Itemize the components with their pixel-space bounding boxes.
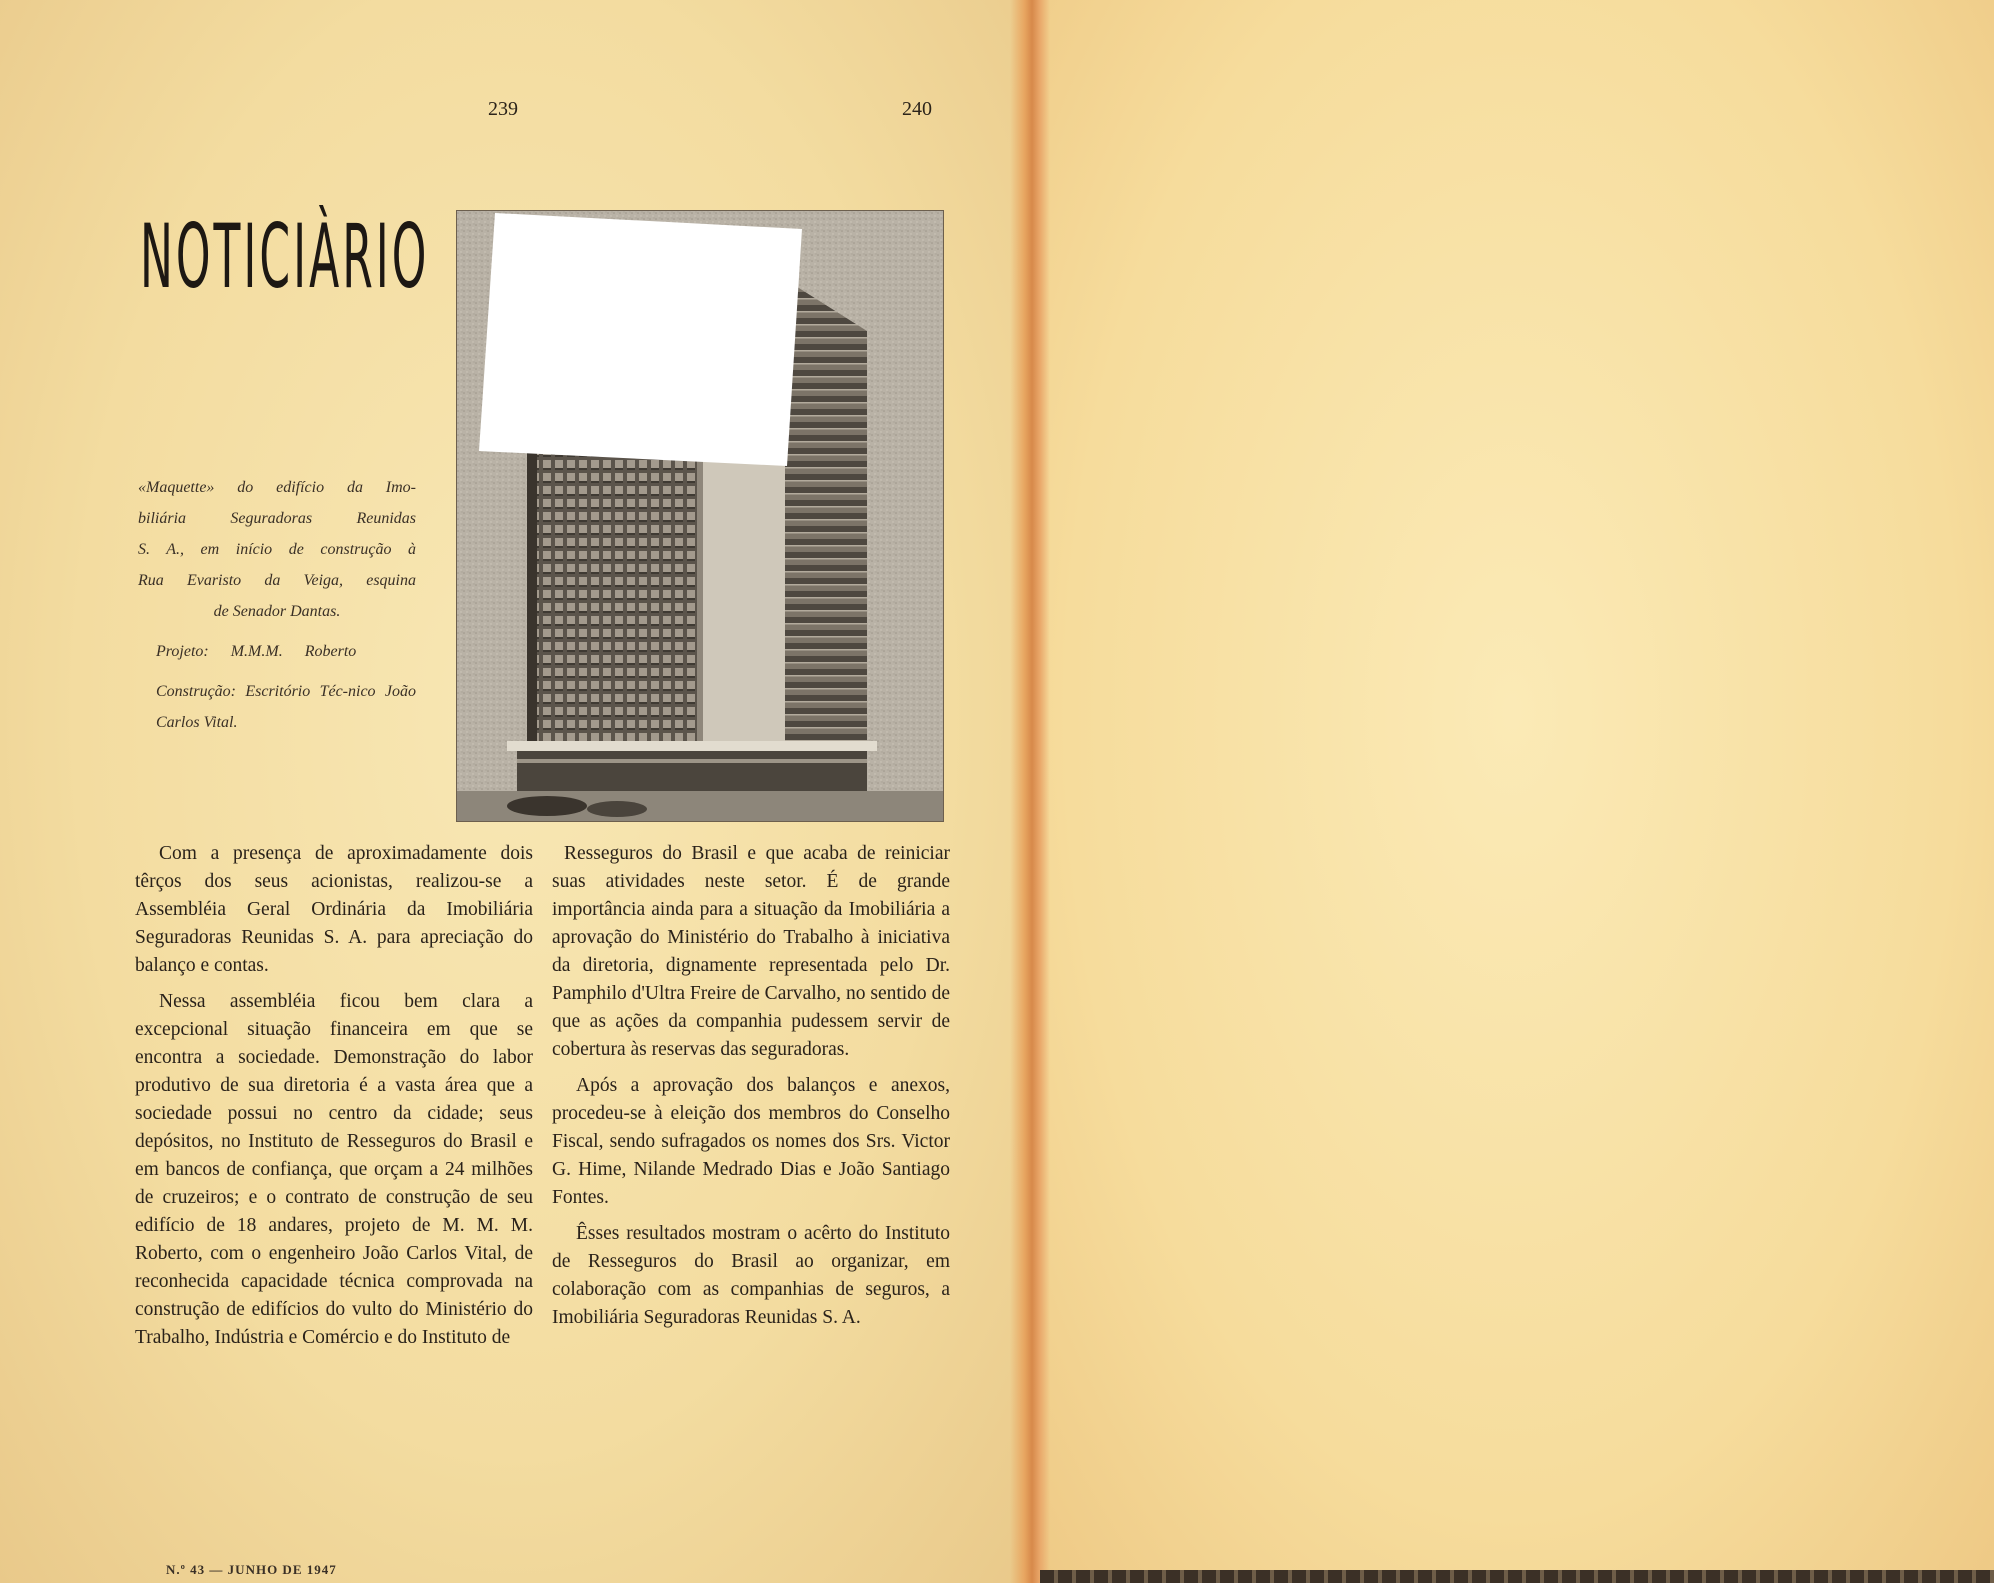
caption-line: S. A., em início de construção à — [138, 541, 416, 558]
page-number-right: 240 — [902, 98, 932, 120]
page-edge-band — [1040, 1570, 1994, 1583]
article-paragraph: Resseguros do Brasil e que acaba de reiniciar suas atividades neste setor. É de grande importância ainda para a situação da Imobiliária a aprovação do Ministério do Trabalho à iniciativa da diretoria, dignamente representada pelo Dr. Pamphilo d'Ultra Freire de Carvalho, no sentido de que as ações da companhia pudessem servir de cobertura às reservas das seguradoras. — [552, 843, 950, 1060]
caption-line: «Maquette» do edifício da Imo- — [138, 479, 416, 496]
caption-line: biliária Seguradoras Reunidas — [138, 510, 416, 527]
issue-footer: N.º 43 — JUNHO DE 1947 — [166, 1562, 337, 1577]
caption-line: Rua Evaristo da Veiga, esquina — [138, 572, 416, 589]
article-paragraph: Nessa assembléia ficou bem clara a excepcional situação financeira em que se encontra a sociedade. Demonstração do labor produtivo de sua diretoria é a vasta área que a sociedade possui no centro da cidade; seus depósitos, no Instituto de Resseguros do Brasil e em bancos de confiança, que orçam a 24 milhões de cruzeiros; e o contrato de construção de seu edifício de 18 andares, projeto de M. M. M. Roberto, com o engenheiro João Carlos Vital, de reconhecida capacidade técnica comprovada na construção de edifícios do vulto do Ministério do Trabalho, Indústria e Comércio e do Instituto de — [135, 991, 533, 1348]
building-maquette-photo — [456, 210, 944, 822]
article-paragraph: Com a presença de aproximadamente dois têrços dos seus acionistas, realizou-se a Assembléia Geral Ordinária da Imobiliária Seguradoras Reunidas S. A. para apreciação do balanço e contas. — [135, 843, 533, 976]
section-title: NOTICIÀRIO — [140, 205, 430, 308]
book-spine — [1010, 0, 1050, 1583]
caption-construction: Construção: Escritório Téc-nico João Carlos Vital. — [156, 683, 416, 731]
page-number-left: 239 — [488, 98, 518, 120]
caption-project: Projeto: M.M.M. Roberto — [156, 643, 357, 660]
article-column-left — [135, 840, 533, 1360]
caption-line: de Senador Dantas. — [213, 603, 341, 620]
article-paragraph: Após a aprovação dos balanços e anexos, procedeu-se à eleição dos membros do Conselho Fiscal, sendo sufragados os nomes dos Srs. Victor G. Hime, Nilande Medrado Dias e João Santiago Fontes. — [552, 1075, 950, 1208]
article-column-right — [552, 840, 950, 1340]
article-paragraph: Êsses resultados mostram o acêrto do Instituto de Resseguros do Brasil ao organizar, em colaboração com as companhias de seguros, a Imobiliária Seguradoras Reunidas S. A. — [552, 1223, 950, 1328]
photo-caption — [138, 472, 416, 738]
building-illustration — [457, 211, 943, 821]
right-page — [1030, 0, 1994, 1583]
